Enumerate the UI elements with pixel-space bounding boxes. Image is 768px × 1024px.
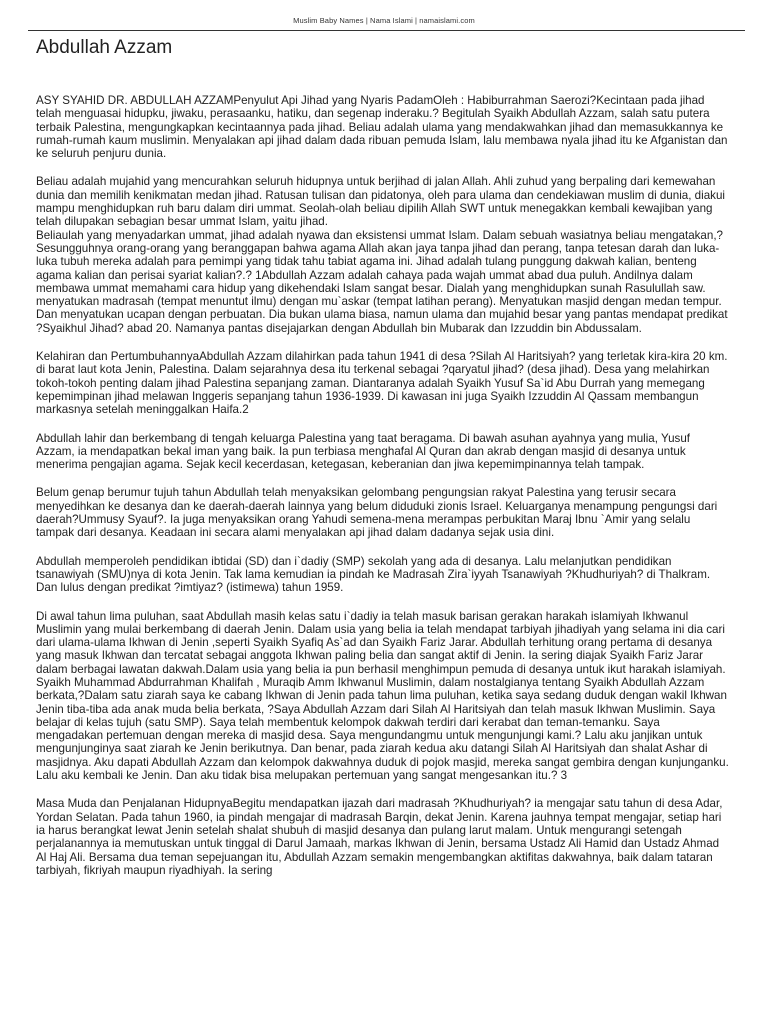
- paragraph-education: Abdullah memperoleh pendidikan ibtidai (SD) dan i`dadiy (SMP) sekolah yang ada di desanya. Lalu melanjutkan pendidikan tsanawiyah (SMU)nya di kota Jenin. Tak lama kemudian ia pindah ke Madrasah Zira`iyyah Tsanawiyah ?Khudhuriyah? di Thalkram. Dan lulus dengan predikat ?imtiyaz? (istimewa) tahun 1959.: [36, 554, 711, 595]
- paragraph-youth: Masa Muda dan Penjalanan HidupnyaBegitu mendapatkan ijazah dari madrasah ?Khudhuriyah? ia mengajar satu tahun di desa Adar, Yordan Selatan. Pada tahun 1960, ia pindah mengajar di madrasah Barqin, dekat Jenin. Karena jauhnya tempat mengajar, setiap hari ia harus berangkat lewat Jenin setelah shalat shubuh di masjid desanya dan pulang larut malam. Untuk mengurangi setengah perjalanannya ia memutuskan untuk tinggal di Darul Jamaah, markas Ikhwan di Jenin, bersama Ustadz Ali Hamid dan Ustadz Ahmad Al Haj Ali. Bersama dua teman sepejuangan itu, Abdullah Azzam semakin mengembangkan aktifitas dakwahnya, baik dalam tataran tarbiyah, fikriyah maupun riyadhiyah. Ia sering: [36, 797, 723, 877]
- paragraph-family: Abdullah lahir dan berkembang di tengah keluarga Palestina yang taat beragama. Di bawah asuhan ayahnya yang mulia, Yusuf Azzam, ia mendapatkan bekal iman yang baik. Ia pun terbiasa menghafal Al Quran dan akrab dengan masjid di desanya untuk menerima pengajian agama. Sejak kecil kecerdasan, ketegasan, keberanian dan jiwa kepemimpinannya telah tampak.: [36, 431, 690, 472]
- paragraph-birth: Kelahiran dan PertumbuhannyaAbdullah Azzam dilahirkan pada tahun 1941 di desa ?Silah Al Haritsiyah? yang terletak kira-kira 20 km. di barat laut kota Jenin, Palestina. Dalam sejarahnya desa itu terkenal sebagai ?qaryatul jihad? (desa jihad). Desa yang melahirkan tokoh-tokoh penting dalam jihad Palestina sepanjang zaman. Diantaranya adalah Syaikh Yusuf Sa`id Abu Durrah yang memegang kepemimpinan jihad melawan Inggeris sepanjang tahun 1936-1939. Di kawasan ini juga Syaikh Izzuddin Al Qassam membangun markasnya setelah meninggalkan Haifa.2: [36, 350, 728, 417]
- paragraph-intro: ASY SYAHID DR. ABDULLAH AZZAMPenyulut Api Jihad yang Nyaris PadamOleh : Habiburrahman Saerozi?Kecintaan pada jihad telah menguasai hidupku, jiwaku, perasaanku, hatiku, dan segenap inderaku.? Begitulah Syaikh Abdullah Azzam, salah satu putera terbaik Palestina, mengungkapkan kecintaannya pada jihad. Beliau adalah ulama yang mendakwahkan jihad dan memasukkannya ke rumah-rumah kaum muslimin. Menyalakan api jihad dalam dada ribuan pemuda Islam, lalu membawa nyala jihad itu ke Afganistan dan ke seluruh penjuru dunia.: [36, 94, 728, 161]
- site-header-text: Muslim Baby Names | Nama Islami | namaislami.com: [293, 16, 475, 25]
- site-header: [0, 16, 768, 25]
- paragraph-mujahid: Beliau adalah mujahid yang mencurahkan seluruh hidupnya untuk berjihad di jalan Allah. Ahli zuhud yang berpaling dari kemewahan dunia dan memilih kenikmatan medan jihad. Ratusan tulisan dan pidatonya, oleh para ulama dan cendekiawan muslim di dunia, diakui mampu menghidupkan ruh baru dalam diri ummat. Seolah-olah beliau dipilih Allah SWT untuk menegakkan kembali kewajiban yang telah dilupakan sebagian besar ummat Islam, yaitu jihad. Beliaulah yang menyadarkan ummat, jihad adalah nyawa dan eksistensi ummat Islam. Dalam sebuah wasiatnya beliau mengatakan,?Sesungguhnya orang-orang yang beranggapan bahwa agama Allah akan jaya tanpa jihad dan perang, tanpa tetesan darah dan luka-luka tubuh mereka adalah para pemimpi yang tidak tahu tabiat agama ini. Jihad adalah tulang punggung dakwah kalian, benteng agama kalian dan perisai syariat kalian?.? 1Abdullah Azzam adalah cahaya pada wajah ummat abad dua puluh. Andilnya dalam membawa ummat memahami cara hidup yang dikehendaki Islam sangat besar. Dialah yang menghidupkan sunah Rasulullah saw. menyatukan madrasah (tempat menuntut ilmu) dengan mu`askar (tempat latihan perang). Menyatukan masjid dengan medan tempur. Dan menyatukan ucapan dengan perbuatan. Dia bukan ulama biasa, namun ulama dan mujahid besar yang pantas mendapat predikat ?Syaikhul Jihad? abad 20. Namanya pantas disejajarkan dengan Abdullah bin Mubarak dan Izzuddin bin Abdussalam.: [36, 175, 728, 335]
- paragraph-refugees: Belum genap berumur tujuh tahun Abdullah telah menyaksikan gelombang pengungsian rakyat Palestina yang terusir secara menyedihkan ke desanya dan ke daerah-daerah lainnya yang belum diduduki zionis Israel. Keluarganya menampung pengungsi dari daerah?Ummusy Syauf?. Ia juga menyaksikan orang Yahudi semena-mena merampas perbukitan Maraj Ibnu `Amir yang selalu tampak dari desanya. Keadaan ini secara alami menyalakan api jihad dalam dadanya sejak usia dini.: [36, 486, 718, 540]
- header-divider: [28, 30, 745, 31]
- document-title: Abdullah Azzam: [36, 37, 173, 58]
- paragraph-ikhwan: Di awal tahun lima puluhan, saat Abdullah masih kelas satu i`dadiy ia telah masuk barisan gerakan harakah islamiyah Ikhwanul Muslimin yang mulai berkembang di daerah Jenin. Dalam usia yang belia ia telah mendapat tarbiyah jihadiyah yang selama ini dia cari dari ulama-ulama Ikhwan di Jenin ,seperti Syaikh Syafiq As`ad dan Syaikh Fariz Jarar. Abdullah terhitung orang pertama di desanya yang masuk Ikhwan dan tercatat sebagai anggota Ikhwan paling belia dan sangat aktif di Jenin. Ia sering diajak Syaikh Fariz Jarar dalam berbagai lawatan dakwah.Dalam usia yang belia ia pun berhasil menghimpun pemuda di desanya untuk ikut harakah islamiyah. Syaikh Muhammad Abdurrahman Khalifah , Muraqib Amm Ikhwanul Muslimin, dalam nostalgianya tentang Syaikh Abdullah Azzam berkata,?Dalam satu ziarah saya ke cabang Ikhwan di Jenin pada tahun lima puluhan, ketika saya sedang duduk dengan wakil Ikhwan Jenin tiba-tiba ada anak muda belia berkata, ?Saya Abdullah Azzam dari Silah Al Haritsiyah dan telah masuk Ikhwan Muslimin. Saya belajar di kelas tujuh (satu SMP). Saya telah membentuk kelompok dakwah terdiri dari kerabat dan teman-temanku. Saya mengadakan pertemuan dengan mereka di masjid desa. Saya mengundangmu untuk mengunjungi kami.? Lalu aku janjikan untuk mengunjunginya saat ziarah ke Jenin berikutnya. Dan benar, pada ziarah kedua aku datangi Silah Al Haritsiyah dan shalat Ashar di masjidnya. Aku dapati Abdullah Azzam dan kelompok dakwahnya duduk di pojok masjid, mereka sangat gembira dengan kunjunganku. Lalu aku kembali ke Jenin. Dan aku tidak bisa melupakan pertemuan yang sangat mengesankan itu.? 3: [36, 609, 729, 783]
- document-body: [36, 94, 730, 892]
